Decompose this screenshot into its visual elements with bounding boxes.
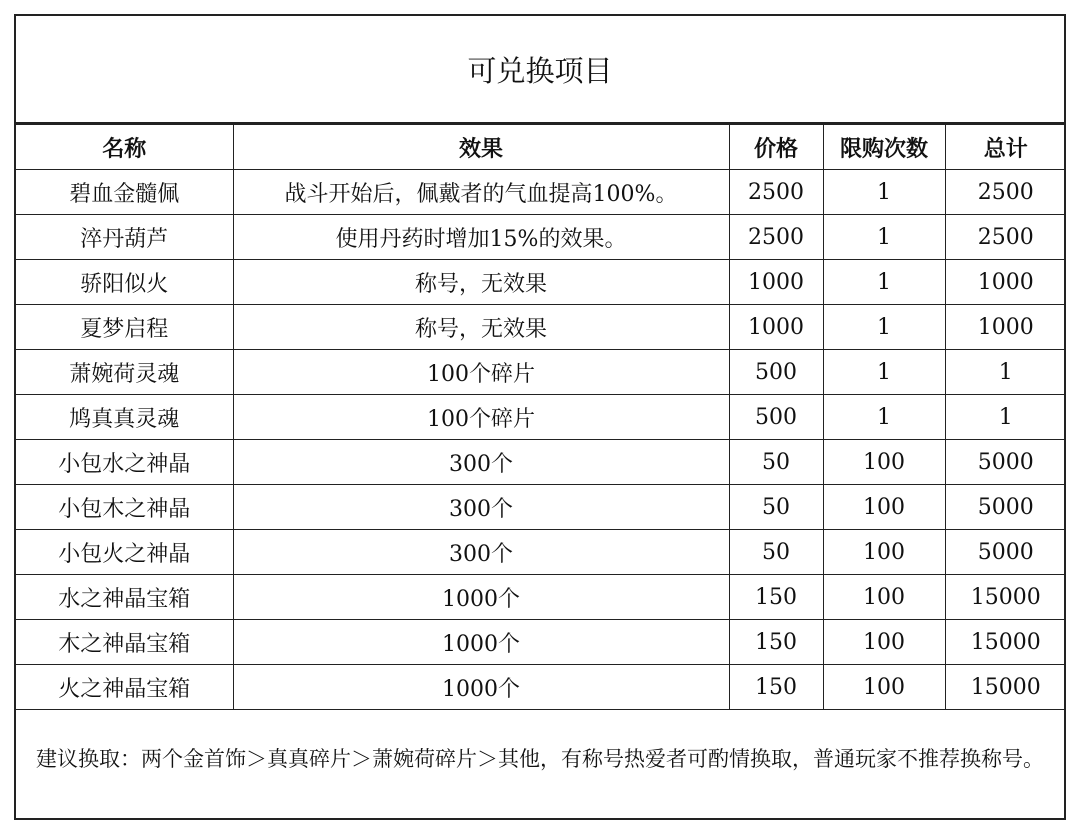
cell-effect: 300个 <box>233 530 729 575</box>
cell-limit: 1 <box>823 260 945 305</box>
cell-price: 150 <box>729 665 823 710</box>
cell-limit: 100 <box>823 665 945 710</box>
cell-limit: 1 <box>823 395 945 440</box>
cell-name: 萧婉荷灵魂 <box>16 350 233 395</box>
page-title: 可兑换项目 <box>16 16 1064 124</box>
header-effect: 效果 <box>233 125 729 170</box>
cell-limit: 100 <box>823 530 945 575</box>
cell-limit: 100 <box>823 485 945 530</box>
header-row <box>16 125 1066 170</box>
cell-name: 水之神晶宝箱 <box>16 575 233 620</box>
cell-effect: 战斗开始后，佩戴者的气血提高100%。 <box>233 170 729 215</box>
table-row <box>16 575 1066 620</box>
cell-total: 5000 <box>945 485 1066 530</box>
cell-name: 骄阳似火 <box>16 260 233 305</box>
cell-name: 火之神晶宝箱 <box>16 665 233 710</box>
cell-total: 1 <box>945 395 1066 440</box>
cell-total: 15000 <box>945 575 1066 620</box>
cell-name: 小包火之神晶 <box>16 530 233 575</box>
cell-total: 1000 <box>945 260 1066 305</box>
cell-price: 150 <box>729 620 823 665</box>
cell-price: 1000 <box>729 305 823 350</box>
cell-total: 1 <box>945 350 1066 395</box>
cell-name: 碧血金髓佩 <box>16 170 233 215</box>
cell-effect: 100个碎片 <box>233 350 729 395</box>
cell-price: 50 <box>729 440 823 485</box>
cell-price: 50 <box>729 530 823 575</box>
cell-total: 15000 <box>945 665 1066 710</box>
cell-total: 2500 <box>945 215 1066 260</box>
table-row <box>16 215 1066 260</box>
cell-name: 木之神晶宝箱 <box>16 620 233 665</box>
cell-effect: 称号，无效果 <box>233 305 729 350</box>
table-row <box>16 350 1066 395</box>
cell-price: 1000 <box>729 260 823 305</box>
cell-total: 15000 <box>945 620 1066 665</box>
cell-limit: 100 <box>823 620 945 665</box>
cell-effect: 称号，无效果 <box>233 260 729 305</box>
header-price: 价格 <box>729 125 823 170</box>
cell-total: 5000 <box>945 530 1066 575</box>
header-total: 总计 <box>945 125 1066 170</box>
cell-limit: 100 <box>823 575 945 620</box>
cell-effect: 300个 <box>233 440 729 485</box>
cell-name: 小包水之神晶 <box>16 440 233 485</box>
cell-effect: 1000个 <box>233 575 729 620</box>
cell-limit: 1 <box>823 170 945 215</box>
table-row <box>16 485 1066 530</box>
cell-effect: 1000个 <box>233 620 729 665</box>
cell-name: 夏梦启程 <box>16 305 233 350</box>
cell-effect: 1000个 <box>233 665 729 710</box>
cell-effect: 300个 <box>233 485 729 530</box>
cell-price: 50 <box>729 485 823 530</box>
cell-price: 2500 <box>729 215 823 260</box>
cell-limit: 1 <box>823 305 945 350</box>
table-row <box>16 260 1066 305</box>
table-row <box>16 395 1066 440</box>
header-limit: 限购次数 <box>823 125 945 170</box>
cell-price: 500 <box>729 350 823 395</box>
table-row <box>16 305 1066 350</box>
cell-effect: 100个碎片 <box>233 395 729 440</box>
table-row <box>16 620 1066 665</box>
cell-limit: 1 <box>823 215 945 260</box>
cell-limit: 100 <box>823 440 945 485</box>
cell-effect: 使用丹药时增加15%的效果。 <box>233 215 729 260</box>
table-row <box>16 530 1066 575</box>
table-row <box>16 440 1066 485</box>
table-row <box>16 170 1066 215</box>
cell-price: 500 <box>729 395 823 440</box>
cell-name: 淬丹葫芦 <box>16 215 233 260</box>
exchange-sheet <box>14 14 1066 820</box>
exchange-table <box>16 124 1066 710</box>
cell-total: 5000 <box>945 440 1066 485</box>
cell-limit: 1 <box>823 350 945 395</box>
cell-total: 1000 <box>945 305 1066 350</box>
cell-price: 150 <box>729 575 823 620</box>
cell-price: 2500 <box>729 170 823 215</box>
cell-total: 2500 <box>945 170 1066 215</box>
cell-name: 小包木之神晶 <box>16 485 233 530</box>
cell-name: 鸠真真灵魂 <box>16 395 233 440</box>
header-name: 名称 <box>16 125 233 170</box>
recommendation-note: 建议换取：两个金首饰＞真真碎片＞萧婉荷碎片＞其他，有称号热爱者可酌情换取，普通玩家不推荐换称号。 <box>36 747 1044 771</box>
